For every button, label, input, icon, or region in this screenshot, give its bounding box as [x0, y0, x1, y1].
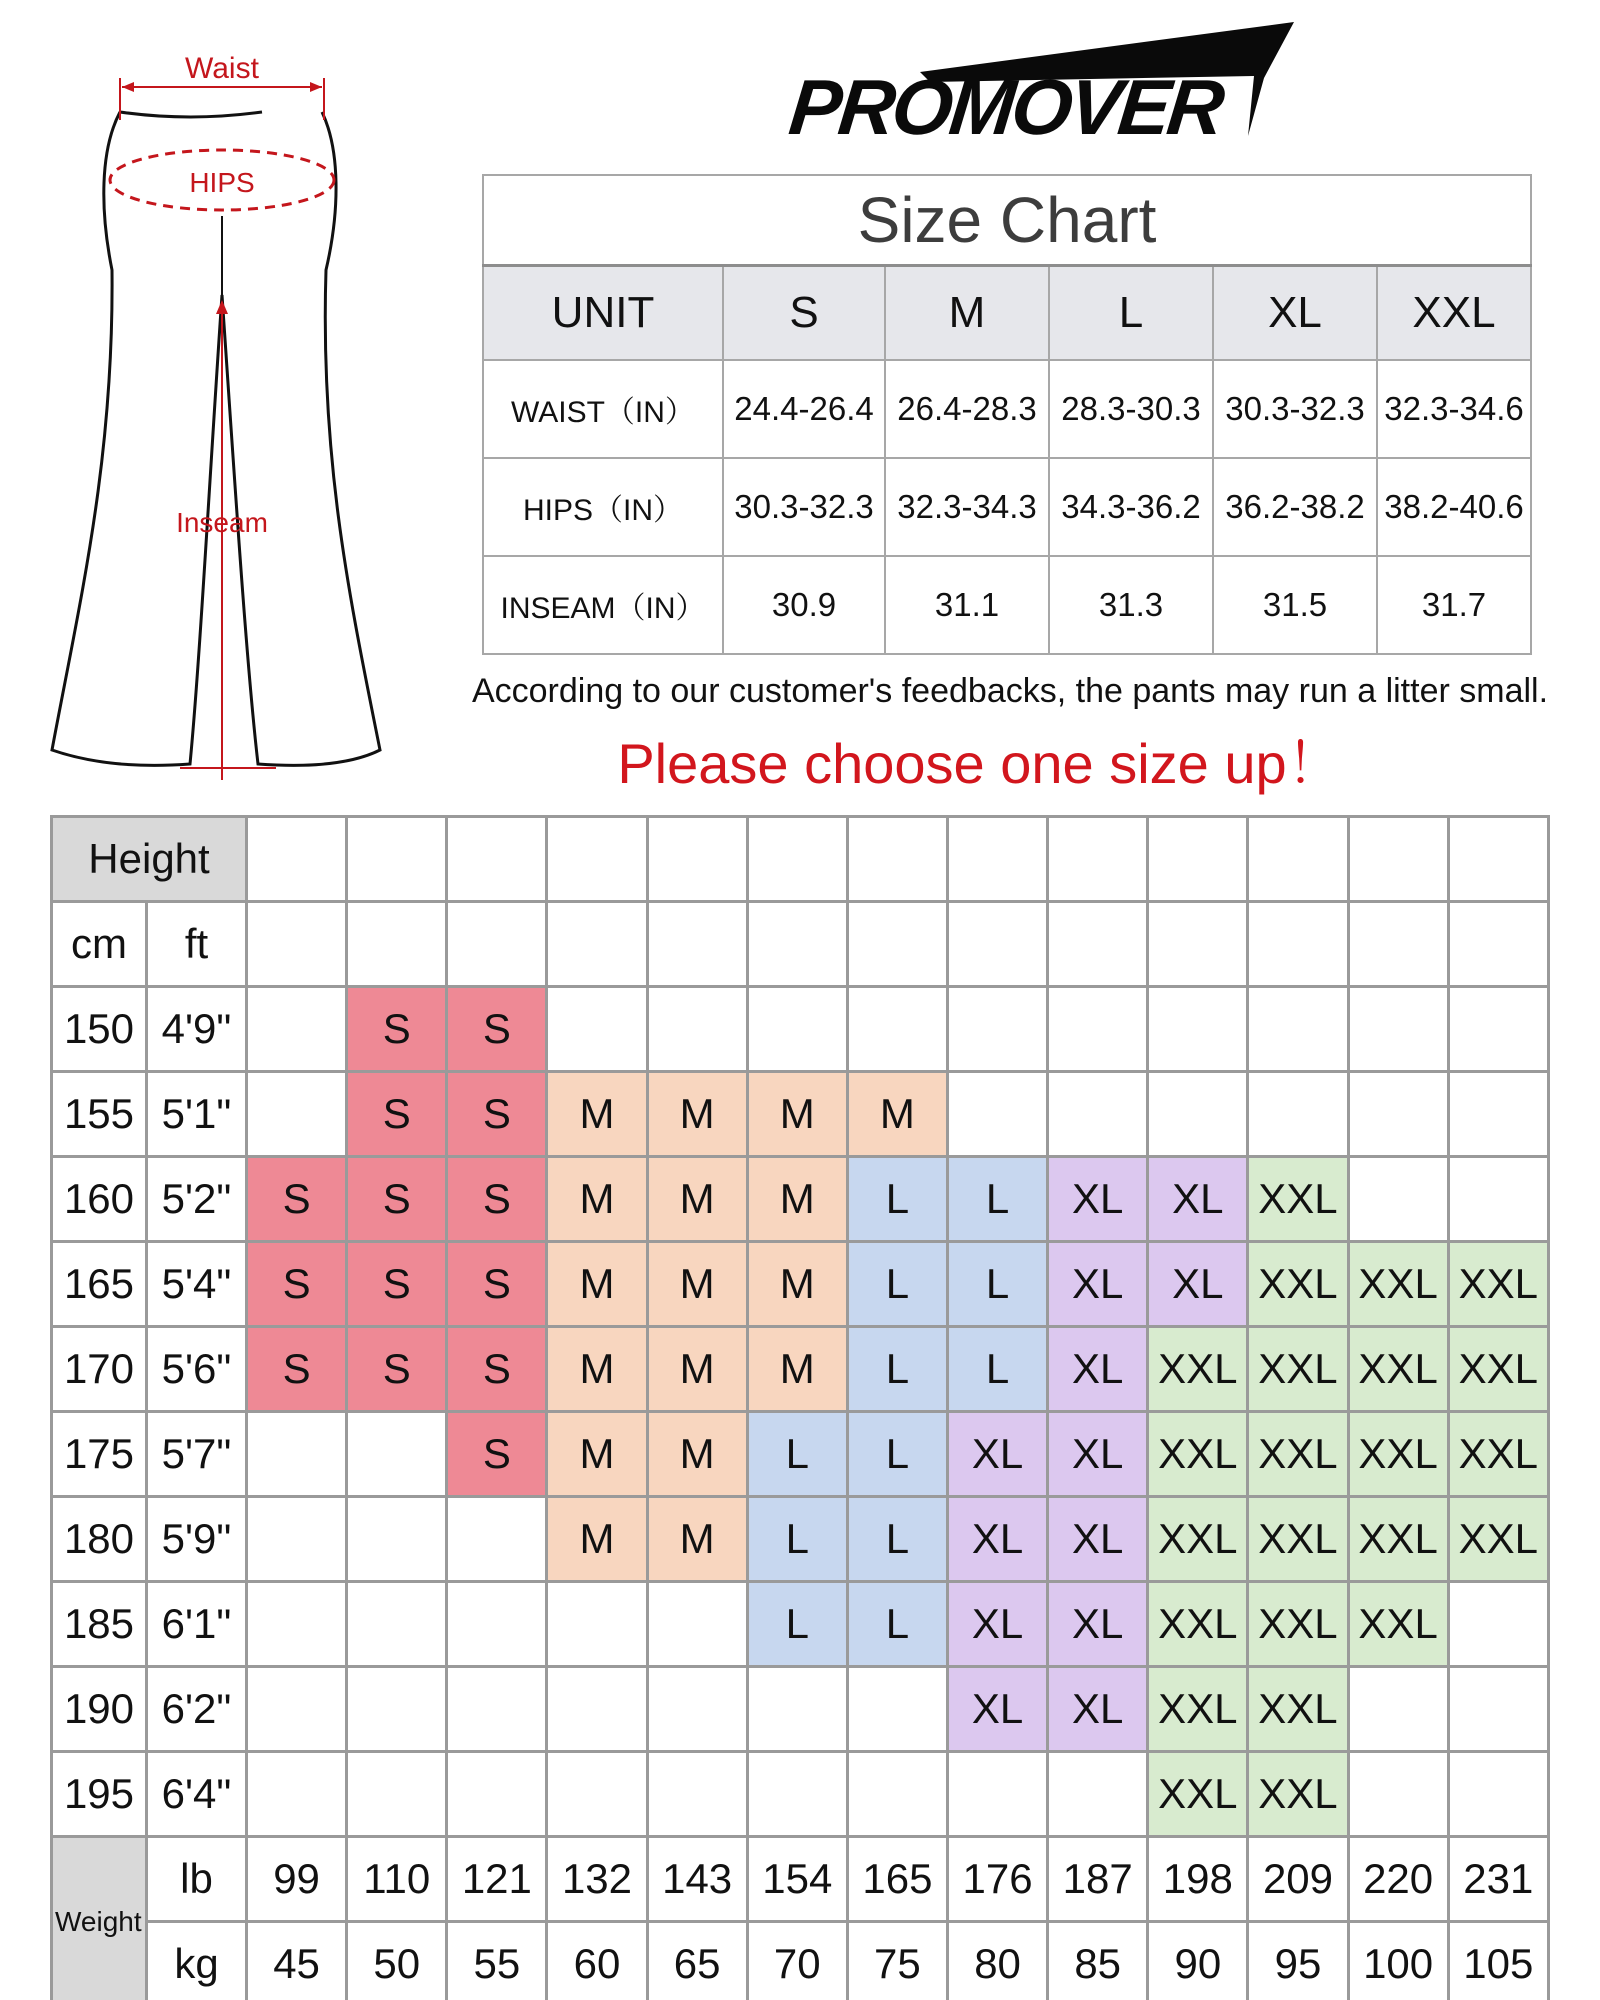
height-cm: 160: [52, 1157, 147, 1242]
measurement-label: INSEAM（IN）: [483, 556, 723, 654]
grid-height-row: [52, 1327, 1549, 1412]
size-cell: S: [447, 1072, 547, 1157]
size-header: XL: [1213, 266, 1377, 361]
measurement-value: 30.9: [723, 556, 885, 654]
inseam-label: Inseam: [176, 507, 268, 538]
size-cell: M: [547, 1497, 647, 1582]
unit-header: UNIT: [483, 266, 723, 361]
grid-cell: [547, 1582, 647, 1667]
weight-lb-value: 121: [447, 1837, 547, 1922]
grid-cell: [347, 1667, 447, 1752]
grid-cell: [247, 987, 347, 1072]
grid-cell: [947, 987, 1047, 1072]
grid-cell: [847, 1667, 947, 1752]
grid-cell: [1048, 902, 1148, 987]
size-up-recommendation: Please choose one size up！: [617, 732, 1343, 795]
grid-cell: [1348, 1752, 1448, 1837]
measurement-value: 32.3-34.3: [885, 458, 1049, 556]
height-ft: 6'2": [147, 1667, 247, 1752]
weight-kg-value: 90: [1148, 1922, 1248, 2000]
size-header: M: [885, 266, 1049, 361]
grid-cell: [247, 1072, 347, 1157]
weight-header: Weight: [52, 1837, 147, 2000]
size-cell: XXL: [1448, 1497, 1548, 1582]
size-cell: XL: [1048, 1667, 1148, 1752]
grid-cell: [447, 1752, 547, 1837]
size-header: XXL: [1377, 266, 1531, 361]
grid-cell: [1448, 987, 1548, 1072]
size-cell: XXL: [1248, 1327, 1348, 1412]
measurement-value: 30.3-32.3: [1213, 360, 1377, 458]
grid-cell: [1448, 1752, 1548, 1837]
grid-cell: [447, 817, 547, 902]
size-cell: XL: [1048, 1582, 1148, 1667]
weight-lb-value: 176: [947, 1837, 1047, 1922]
grid-height-row: [52, 1242, 1549, 1327]
size-cell: M: [747, 1072, 847, 1157]
height-cm: 170: [52, 1327, 147, 1412]
weight-kg-value: 105: [1448, 1922, 1548, 2000]
size-cell: XL: [947, 1667, 1047, 1752]
measurement-value: 31.3: [1049, 556, 1213, 654]
grid-cell: [747, 1667, 847, 1752]
weight-kg-value: 80: [947, 1922, 1047, 2000]
size-cell: S: [247, 1327, 347, 1412]
size-cell: XXL: [1348, 1497, 1448, 1582]
grid-cell: [247, 1752, 347, 1837]
size-cell: XXL: [1148, 1752, 1248, 1837]
size-cell: M: [547, 1327, 647, 1412]
weight-lb-value: 209: [1248, 1837, 1348, 1922]
size-cell: XL: [947, 1497, 1047, 1582]
grid-cell: [647, 1752, 747, 1837]
size-cell: M: [647, 1242, 747, 1327]
size-cell: XXL: [1248, 1242, 1348, 1327]
grid-cell: [347, 1497, 447, 1582]
grid-cell: [447, 902, 547, 987]
size-chart-row: [483, 556, 1531, 654]
grid-cell: [847, 1752, 947, 1837]
grid-cell: [547, 987, 647, 1072]
size-cell: S: [347, 1327, 447, 1412]
size-cell: M: [747, 1242, 847, 1327]
fit-feedback-note: According to our customer's feedbacks, the pants may run a litter small.: [471, 672, 1549, 710]
grid-cell: [747, 817, 847, 902]
size-cell: M: [647, 1327, 747, 1412]
height-ft: 5'6": [147, 1327, 247, 1412]
height-ft: 5'1": [147, 1072, 247, 1157]
hips-label: HIPS: [189, 167, 255, 198]
height-cm: 175: [52, 1412, 147, 1497]
size-cell: XL: [1048, 1157, 1148, 1242]
weight-lb-value: 99: [247, 1837, 347, 1922]
grid-height-row: [52, 1497, 1549, 1582]
grid-cell: [347, 902, 447, 987]
size-cell: S: [447, 1157, 547, 1242]
height-ft: 5'9": [147, 1497, 247, 1582]
height-header: Height: [52, 817, 247, 902]
size-cell: XXL: [1448, 1327, 1548, 1412]
size-cell: XL: [1048, 1327, 1148, 1412]
size-cell: M: [547, 1072, 647, 1157]
size-cell: XL: [1048, 1242, 1148, 1327]
grid-cell: [1348, 902, 1448, 987]
grid-cell: [347, 1412, 447, 1497]
size-cell: S: [447, 987, 547, 1072]
size-chart-title: Size Chart: [483, 175, 1531, 266]
height-weight-size-grid: [50, 815, 1550, 2000]
measurement-value: 26.4-28.3: [885, 360, 1049, 458]
size-chart-row: [483, 360, 1531, 458]
grid-cell: [747, 1752, 847, 1837]
grid-cell: [1348, 1667, 1448, 1752]
size-cell: S: [447, 1327, 547, 1412]
measurement-value: 28.3-30.3: [1049, 360, 1213, 458]
size-cell: L: [847, 1327, 947, 1412]
grid-cell: [847, 987, 947, 1072]
measurement-value: 24.4-26.4: [723, 360, 885, 458]
height-cm: 190: [52, 1667, 147, 1752]
brand-logo: [780, 18, 1300, 151]
grid-cell: [947, 1752, 1047, 1837]
size-cell: XXL: [1248, 1497, 1348, 1582]
height-cm: 155: [52, 1072, 147, 1157]
weight-kg-value: 50: [347, 1922, 447, 2000]
grid-cell: [747, 902, 847, 987]
grid-cell: [547, 1667, 647, 1752]
grid-cell: [747, 987, 847, 1072]
weight-kg-value: 55: [447, 1922, 547, 2000]
grid-cell: [947, 902, 1047, 987]
cm-header: cm: [52, 902, 147, 987]
grid-cell: [1048, 1072, 1148, 1157]
grid-cell: [1248, 902, 1348, 987]
size-header: S: [723, 266, 885, 361]
size-cell: L: [847, 1582, 947, 1667]
grid-cell: [247, 1667, 347, 1752]
grid-cell: [1248, 817, 1348, 902]
grid-height-row: [52, 1072, 1549, 1157]
weight-kg-value: 70: [747, 1922, 847, 2000]
size-cell: S: [247, 1157, 347, 1242]
measurement-value: 32.3-34.6: [1377, 360, 1531, 458]
grid-cell: [1248, 1072, 1348, 1157]
height-ft: 5'4": [147, 1242, 247, 1327]
measurement-value: 31.1: [885, 556, 1049, 654]
grid-cell: [647, 1667, 747, 1752]
weight-kg-value: 75: [847, 1922, 947, 2000]
grid-cell: [347, 817, 447, 902]
size-cell: L: [847, 1242, 947, 1327]
size-cell: L: [847, 1497, 947, 1582]
grid-height-row: [52, 1582, 1549, 1667]
measurement-value: 31.7: [1377, 556, 1531, 654]
grid-cell: [1048, 817, 1148, 902]
waist-label: Waist: [185, 52, 259, 85]
grid-cell: [947, 817, 1047, 902]
measurement-value: 31.5: [1213, 556, 1377, 654]
grid-height-header-row: [52, 817, 1549, 902]
size-cell: M: [547, 1242, 647, 1327]
size-cell: L: [947, 1242, 1047, 1327]
size-cell: XXL: [1248, 1667, 1348, 1752]
height-ft: 4'9": [147, 987, 247, 1072]
measurement-value: 30.3-32.3: [723, 458, 885, 556]
size-cell: M: [747, 1157, 847, 1242]
grid-cell: [1148, 1072, 1248, 1157]
weight-lb-value: 231: [1448, 1837, 1548, 1922]
size-cell: L: [847, 1412, 947, 1497]
grid-height-row: [52, 1157, 1549, 1242]
size-cell: M: [547, 1157, 647, 1242]
size-cell: XXL: [1248, 1752, 1348, 1837]
grid-height-row: [52, 1412, 1549, 1497]
size-cell: L: [747, 1497, 847, 1582]
size-cell: L: [747, 1582, 847, 1667]
grid-weight-lb-row: [52, 1837, 1549, 1922]
weight-lb-value: 220: [1348, 1837, 1448, 1922]
height-cm: 195: [52, 1752, 147, 1837]
grid-cell: [847, 902, 947, 987]
grid-cell: [1448, 1157, 1548, 1242]
size-cell: XL: [1148, 1242, 1248, 1327]
grid-cell: [347, 1752, 447, 1837]
grid-cell: [647, 817, 747, 902]
grid-cell: [1448, 902, 1548, 987]
pants-diagram: [40, 40, 420, 780]
size-cell: M: [747, 1327, 847, 1412]
measurement-value: 34.3-36.2: [1049, 458, 1213, 556]
lb-header: lb: [147, 1837, 247, 1922]
measurement-value: 36.2-38.2: [1213, 458, 1377, 556]
weight-lb-value: 132: [547, 1837, 647, 1922]
weight-lb-value: 143: [647, 1837, 747, 1922]
size-cell: XXL: [1148, 1582, 1248, 1667]
size-cell: XXL: [1348, 1582, 1448, 1667]
size-cell: XXL: [1148, 1327, 1248, 1412]
size-cell: M: [547, 1412, 647, 1497]
height-ft: 6'1": [147, 1582, 247, 1667]
measurement-label: HIPS（IN）: [483, 458, 723, 556]
size-cell: XXL: [1348, 1412, 1448, 1497]
size-cell: L: [947, 1327, 1047, 1412]
grid-cell: [1348, 1072, 1448, 1157]
grid-cell: [547, 817, 647, 902]
grid-cell: [1148, 902, 1248, 987]
measurement-label: WAIST（IN）: [483, 360, 723, 458]
size-cell: S: [347, 1242, 447, 1327]
size-cell: XL: [1148, 1157, 1248, 1242]
grid-cell: [1048, 987, 1148, 1072]
size-chart-header-row: [483, 266, 1531, 361]
grid-height-row: [52, 1752, 1549, 1837]
size-cell: M: [647, 1497, 747, 1582]
grid-cell: [247, 1582, 347, 1667]
size-cell: XXL: [1248, 1582, 1348, 1667]
size-cell: S: [347, 1072, 447, 1157]
size-cell: XXL: [1348, 1242, 1448, 1327]
size-cell: XXL: [1448, 1242, 1548, 1327]
height-cm: 150: [52, 987, 147, 1072]
grid-cell: [1448, 1072, 1548, 1157]
height-cm: 185: [52, 1582, 147, 1667]
size-cell: XXL: [1148, 1667, 1248, 1752]
grid-weight-kg-row: [52, 1922, 1549, 2000]
grid-cell: [1048, 1752, 1148, 1837]
size-cell: L: [747, 1412, 847, 1497]
grid-cell: [247, 1497, 347, 1582]
size-cell: S: [347, 1157, 447, 1242]
grid-cell: [1448, 1582, 1548, 1667]
grid-unit-row: [52, 902, 1549, 987]
weight-kg-value: 65: [647, 1922, 747, 2000]
size-cell: XXL: [1148, 1412, 1248, 1497]
size-cell: XXL: [1348, 1327, 1448, 1412]
size-cell: XXL: [1248, 1412, 1348, 1497]
weight-kg-value: 100: [1348, 1922, 1448, 2000]
size-cell: XL: [1048, 1497, 1148, 1582]
size-cell: XXL: [1248, 1157, 1348, 1242]
size-cell: S: [347, 987, 447, 1072]
grid-cell: [1148, 987, 1248, 1072]
grid-cell: [447, 1497, 547, 1582]
size-cell: XL: [1048, 1412, 1148, 1497]
height-ft: 5'7": [147, 1412, 247, 1497]
weight-kg-value: 45: [247, 1922, 347, 2000]
size-header: L: [1049, 266, 1213, 361]
grid-cell: [247, 1412, 347, 1497]
grid-cell: [447, 1667, 547, 1752]
weight-kg-value: 60: [547, 1922, 647, 2000]
weight-lb-value: 187: [1048, 1837, 1148, 1922]
grid-cell: [647, 987, 747, 1072]
weight-lb-value: 165: [847, 1837, 947, 1922]
height-ft: 6'4": [147, 1752, 247, 1837]
weight-kg-value: 85: [1048, 1922, 1148, 2000]
measurement-value: 38.2-40.6: [1377, 458, 1531, 556]
size-cell: XL: [947, 1412, 1047, 1497]
size-cell: M: [647, 1412, 747, 1497]
weight-lb-value: 198: [1148, 1837, 1248, 1922]
grid-cell: [347, 1582, 447, 1667]
size-cell: L: [847, 1157, 947, 1242]
brand-name: PROMOVER: [785, 63, 1226, 151]
weight-kg-value: 95: [1248, 1922, 1348, 2000]
grid-cell: [247, 902, 347, 987]
size-cell: M: [847, 1072, 947, 1157]
size-cell: M: [647, 1072, 747, 1157]
height-ft: 5'2": [147, 1157, 247, 1242]
grid-height-row: [52, 1667, 1549, 1752]
grid-cell: [1248, 987, 1348, 1072]
grid-cell: [1148, 817, 1248, 902]
grid-cell: [647, 902, 747, 987]
size-cell: S: [447, 1412, 547, 1497]
grid-cell: [1348, 987, 1448, 1072]
size-cell: XXL: [1448, 1412, 1548, 1497]
grid-cell: [547, 1752, 647, 1837]
grid-cell: [447, 1582, 547, 1667]
size-cell: S: [247, 1242, 347, 1327]
grid-height-row: [52, 987, 1549, 1072]
grid-cell: [1448, 1667, 1548, 1752]
grid-cell: [547, 902, 647, 987]
grid-cell: [1348, 817, 1448, 902]
size-cell: S: [447, 1242, 547, 1327]
ft-header: ft: [147, 902, 247, 987]
size-chart-table: [482, 174, 1532, 655]
size-cell: M: [647, 1157, 747, 1242]
grid-cell: [1448, 817, 1548, 902]
weight-lb-value: 110: [347, 1837, 447, 1922]
size-cell: L: [947, 1157, 1047, 1242]
size-chart-row: [483, 458, 1531, 556]
height-cm: 165: [52, 1242, 147, 1327]
grid-cell: [247, 817, 347, 902]
grid-cell: [1348, 1157, 1448, 1242]
grid-cell: [647, 1582, 747, 1667]
size-cell: XXL: [1148, 1497, 1248, 1582]
grid-cell: [947, 1072, 1047, 1157]
size-cell: XL: [947, 1582, 1047, 1667]
grid-cell: [847, 817, 947, 902]
weight-lb-value: 154: [747, 1837, 847, 1922]
height-cm: 180: [52, 1497, 147, 1582]
kg-header: kg: [147, 1922, 247, 2000]
